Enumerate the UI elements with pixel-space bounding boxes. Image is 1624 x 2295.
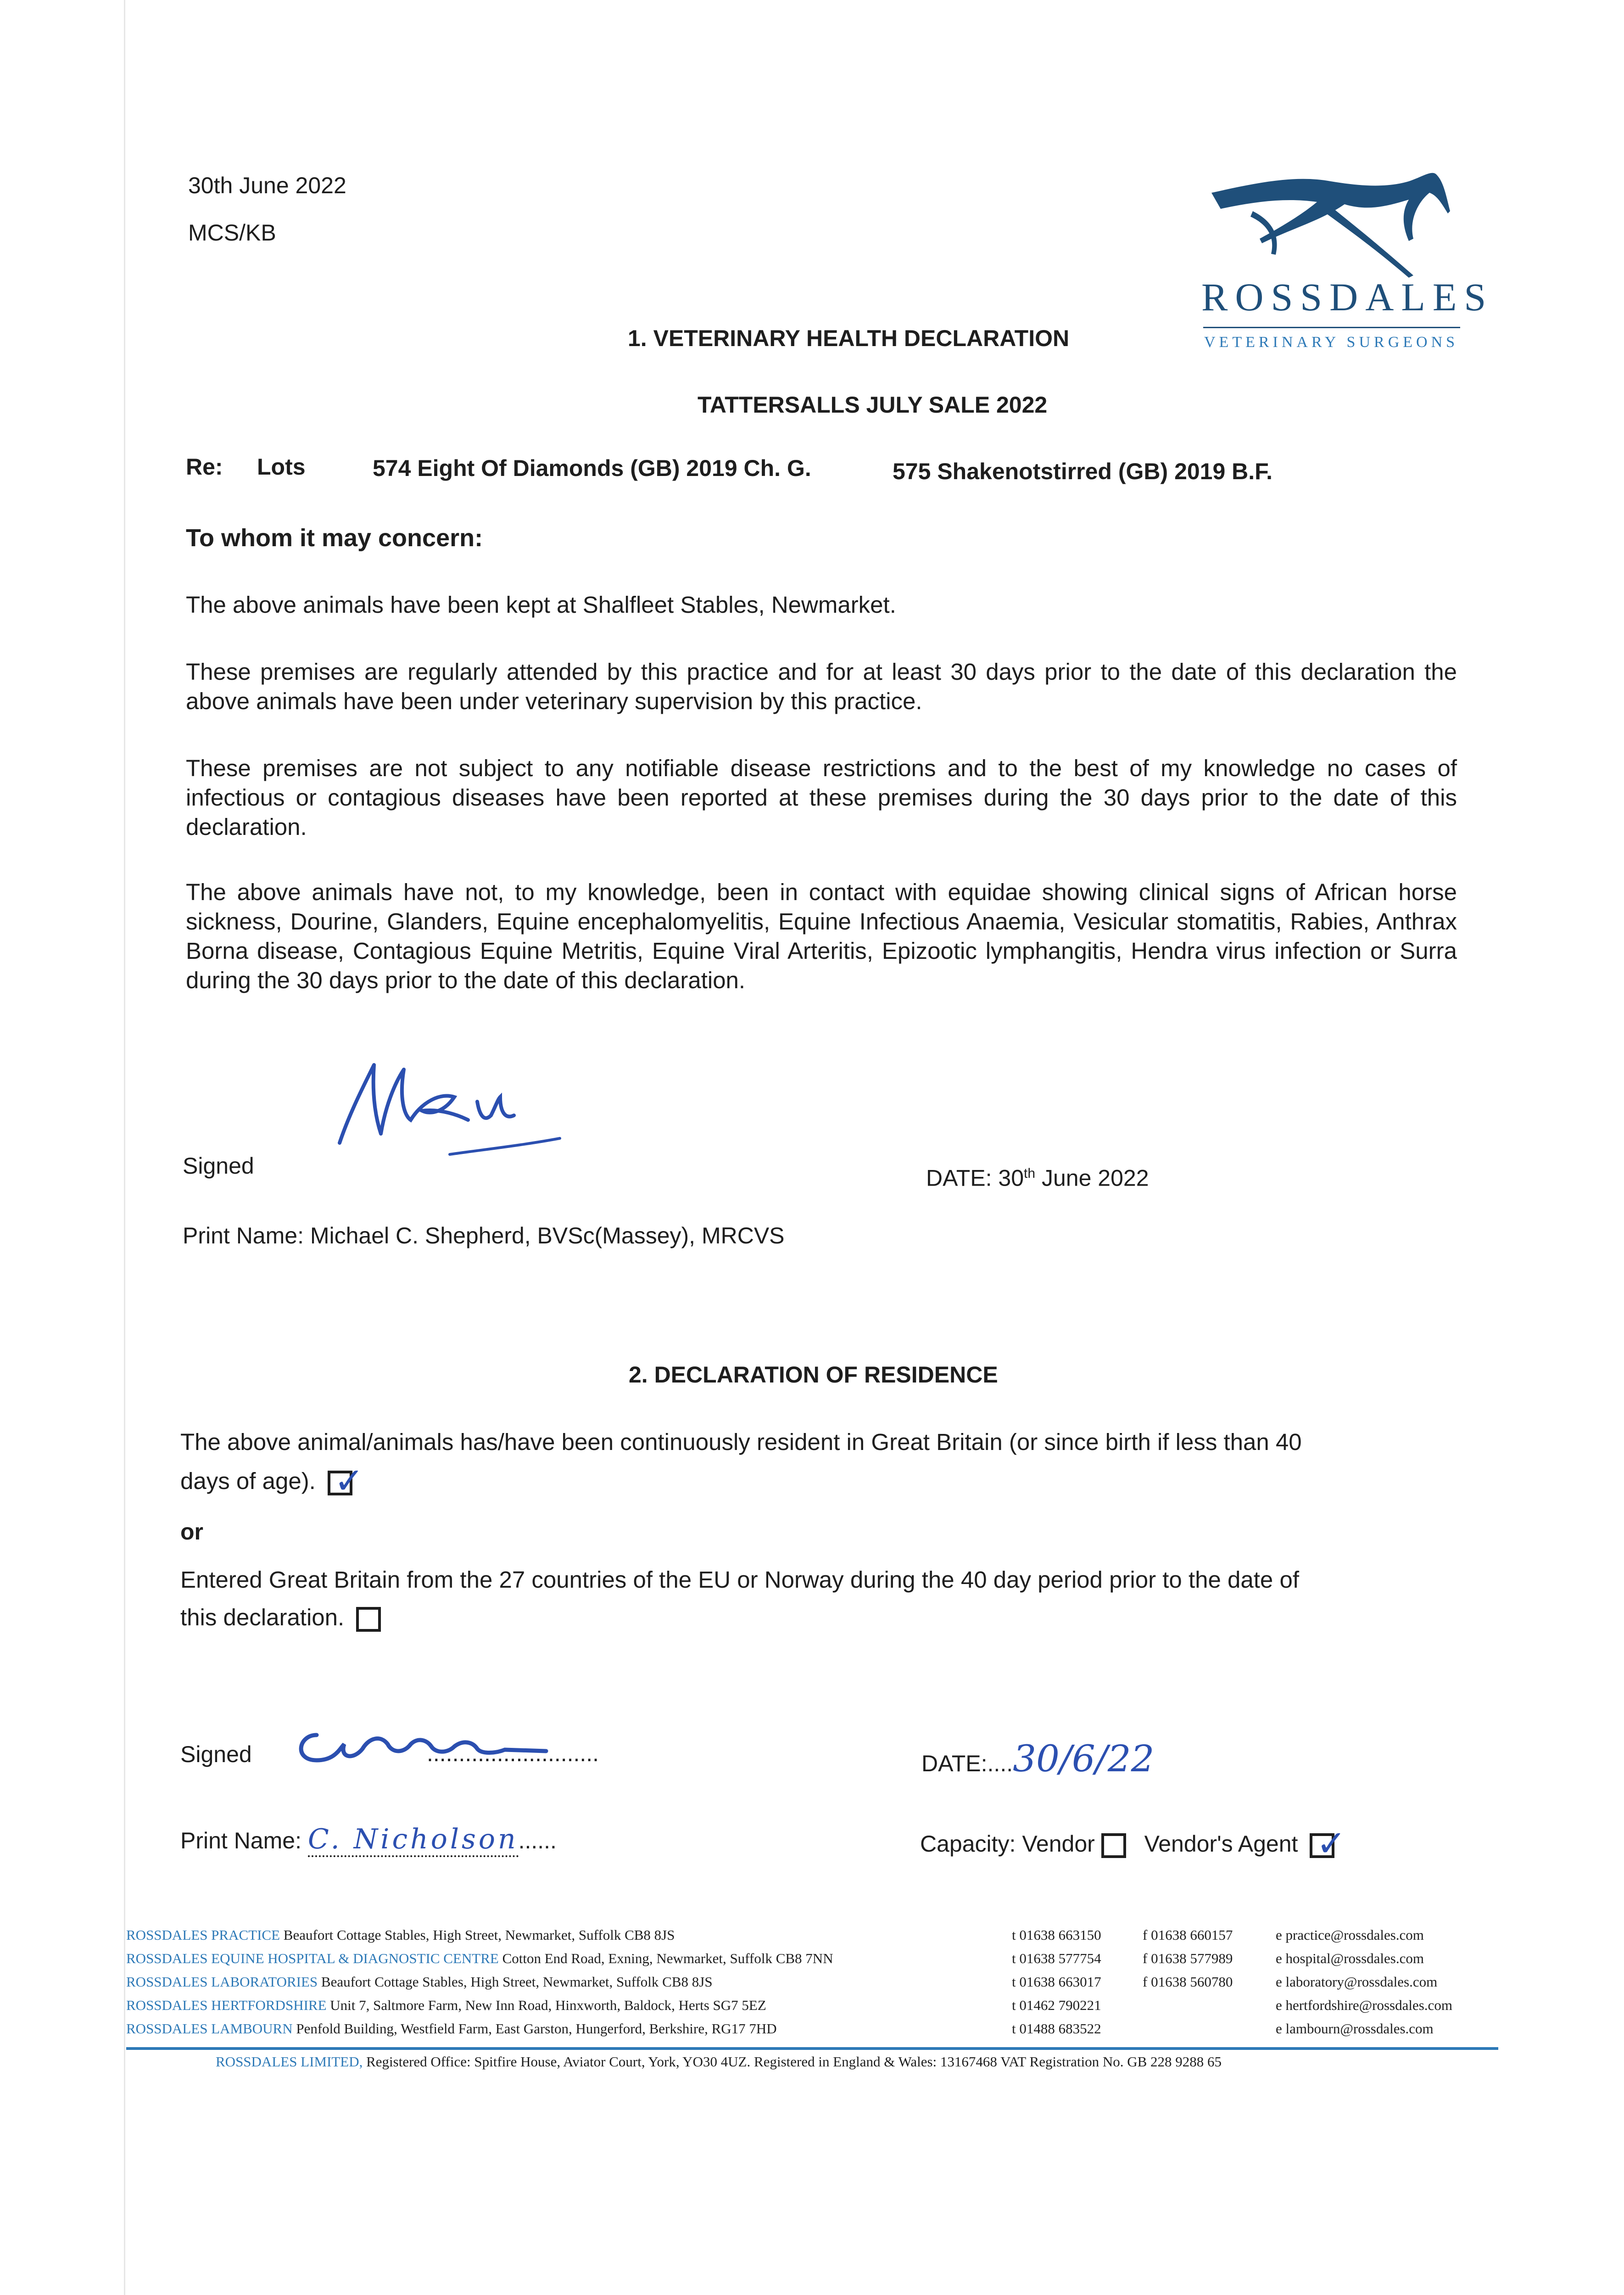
option2-checkbox[interactable] xyxy=(356,1607,381,1632)
vendor-print-name: Print Name: C. Nicholson...... xyxy=(180,1825,557,1855)
footer-contacts xyxy=(126,1923,1480,2040)
re-label: Re: xyxy=(186,454,223,480)
lot-575: 575 Shakenotstirred (GB) 2019 B.F. xyxy=(893,459,1273,484)
vet-print-name: Print Name: Michael C. Shepherd, BVSc(Massey), MRCVS xyxy=(183,1223,785,1248)
footer-row: ROSSDALES LAMBOURN Penfold Building, Westfield Farm, East Garston, Hungerford, Berkshire, RG17 7HD t 01488 683522 e lambourn@rossdales.com xyxy=(126,2021,1434,2037)
vet-date: DATE: 30th June 2022 xyxy=(926,1165,1149,1191)
footer-row: ROSSDALES EQUINE HOSPITAL & DIAGNOSTIC CENTRE Cotton End Road, Exning, Newmarket, Suffolk CB8 7NN t 01638 577754 f 01638 577989 e hospital@rossdales.com xyxy=(126,1950,1424,1966)
footer-row: ROSSDALES PRACTICE Beaufort Cottage Stables, High Street, Newmarket, Suffolk CB8 8JS t 01638 663150 f 01638 660157 e practice@rossdales.com xyxy=(126,1927,1424,1943)
rossdales-logo xyxy=(1193,156,1494,358)
capacity-agent-checkbox[interactable] xyxy=(1310,1823,1346,1864)
para-contact: The above animals have not, to my knowledge, been in contact with equidae showing clinical signs of African horse sickness, Dourine, Glanders, Equine encephalomyelitis, Equine Infectious Anaemia, Vesicular stomatitis, Rabies, Anthrax Borna disease, Contagious Equine Metritis, Equine Viral Arteritis, Epizootic lymphangitis, Hendra virus infection or Surra during the 30 days prior to the date of this declaration. xyxy=(186,879,1457,993)
footer-row: ROSSDALES HERTFORDSHIRE Unit 7, Saltmore Farm, New Inn Road, Hinxworth, Baldock, Herts SG7 5EZ t 01462 790221 e hertfordshire@rossdales.com xyxy=(126,1997,1452,2013)
vendor-date: DATE:....30/6/22 xyxy=(921,1737,1155,1780)
signed-label-1: Signed xyxy=(183,1153,254,1179)
footer-registration: ROSSDALES LIMITED, Registered Office: Spitfire House, Aviator Court, York, YO30 4UZ. Registered in England & Wales: 13167468 VAT Registration No. GB 228 9288 65 xyxy=(216,2054,1222,2070)
option1-checkbox[interactable] xyxy=(328,1460,364,1502)
check-tick-icon: ✓ xyxy=(334,1460,364,1502)
or-label: or xyxy=(180,1519,203,1545)
para-supervision: These premises are regularly attended by this practice and for at least 30 days prior to the date of this declaration the above animals have been under veterinary supervision by this practice. xyxy=(186,659,1457,714)
letter-ref: MCS/KB xyxy=(188,220,276,246)
para-restrictions: These premises are not subject to any notifiable disease restrictions and to the best of my knowledge no cases of infectious or contagious diseases have been reported at these premises during the 30 days prior to the date of this declaration. xyxy=(186,755,1457,840)
capacity-vendor-checkbox[interactable] xyxy=(1101,1833,1126,1858)
horse-icon xyxy=(1193,156,1468,285)
para-kept: The above animals have been kept at Shalfleet Stables, Newmarket. xyxy=(186,592,896,618)
letter-date: 30th June 2022 xyxy=(188,173,346,198)
footer-row: ROSSDALES LABORATORIES Beaufort Cottage Stables, High Street, Newmarket, Suffolk CB8 8JS t 01638 663017 f 01638 560780 e laboratory@rossdales.com xyxy=(126,1974,1438,1990)
section1-subtitle: TATTERSALLS JULY SALE 2022 xyxy=(698,392,1048,418)
signed-dots: ........................... xyxy=(427,1741,599,1766)
section2-title: 2. DECLARATION OF RESIDENCE xyxy=(629,1362,998,1388)
check-tick-icon: ✓ xyxy=(1316,1823,1346,1864)
logo-tagline: VETERINARY SURGEONS xyxy=(1204,334,1459,351)
scan-edge xyxy=(124,0,125,2295)
section1-title: 1. VETERINARY HEALTH DECLARATION xyxy=(628,325,1070,351)
option1-line2: days of age). ✓ xyxy=(180,1460,364,1502)
logo-rule xyxy=(1203,327,1460,328)
vendor-signature xyxy=(289,1717,725,1772)
lots-label: Lots xyxy=(257,454,306,480)
salutation: To whom it may concern: xyxy=(186,524,483,552)
option1-line1: The above animal/animals has/have been continuously resident in Great Britain (or since birth if less than 40 xyxy=(180,1429,1302,1455)
option2-line1: Entered Great Britain from the 27 countries of the EU or Norway during the 40 day period prior to the date of xyxy=(180,1567,1299,1593)
option2-line2: this declaration. xyxy=(180,1603,381,1632)
logo-name: ROSSDALES xyxy=(1201,275,1494,319)
lot-574: 574 Eight Of Diamonds (GB) 2019 Ch. G. xyxy=(373,455,811,481)
capacity-row: Capacity: Vendor Vendor's Agent ✓ xyxy=(920,1823,1346,1864)
vet-signature xyxy=(330,1047,569,1166)
signed-label-2: Signed xyxy=(180,1741,252,1767)
